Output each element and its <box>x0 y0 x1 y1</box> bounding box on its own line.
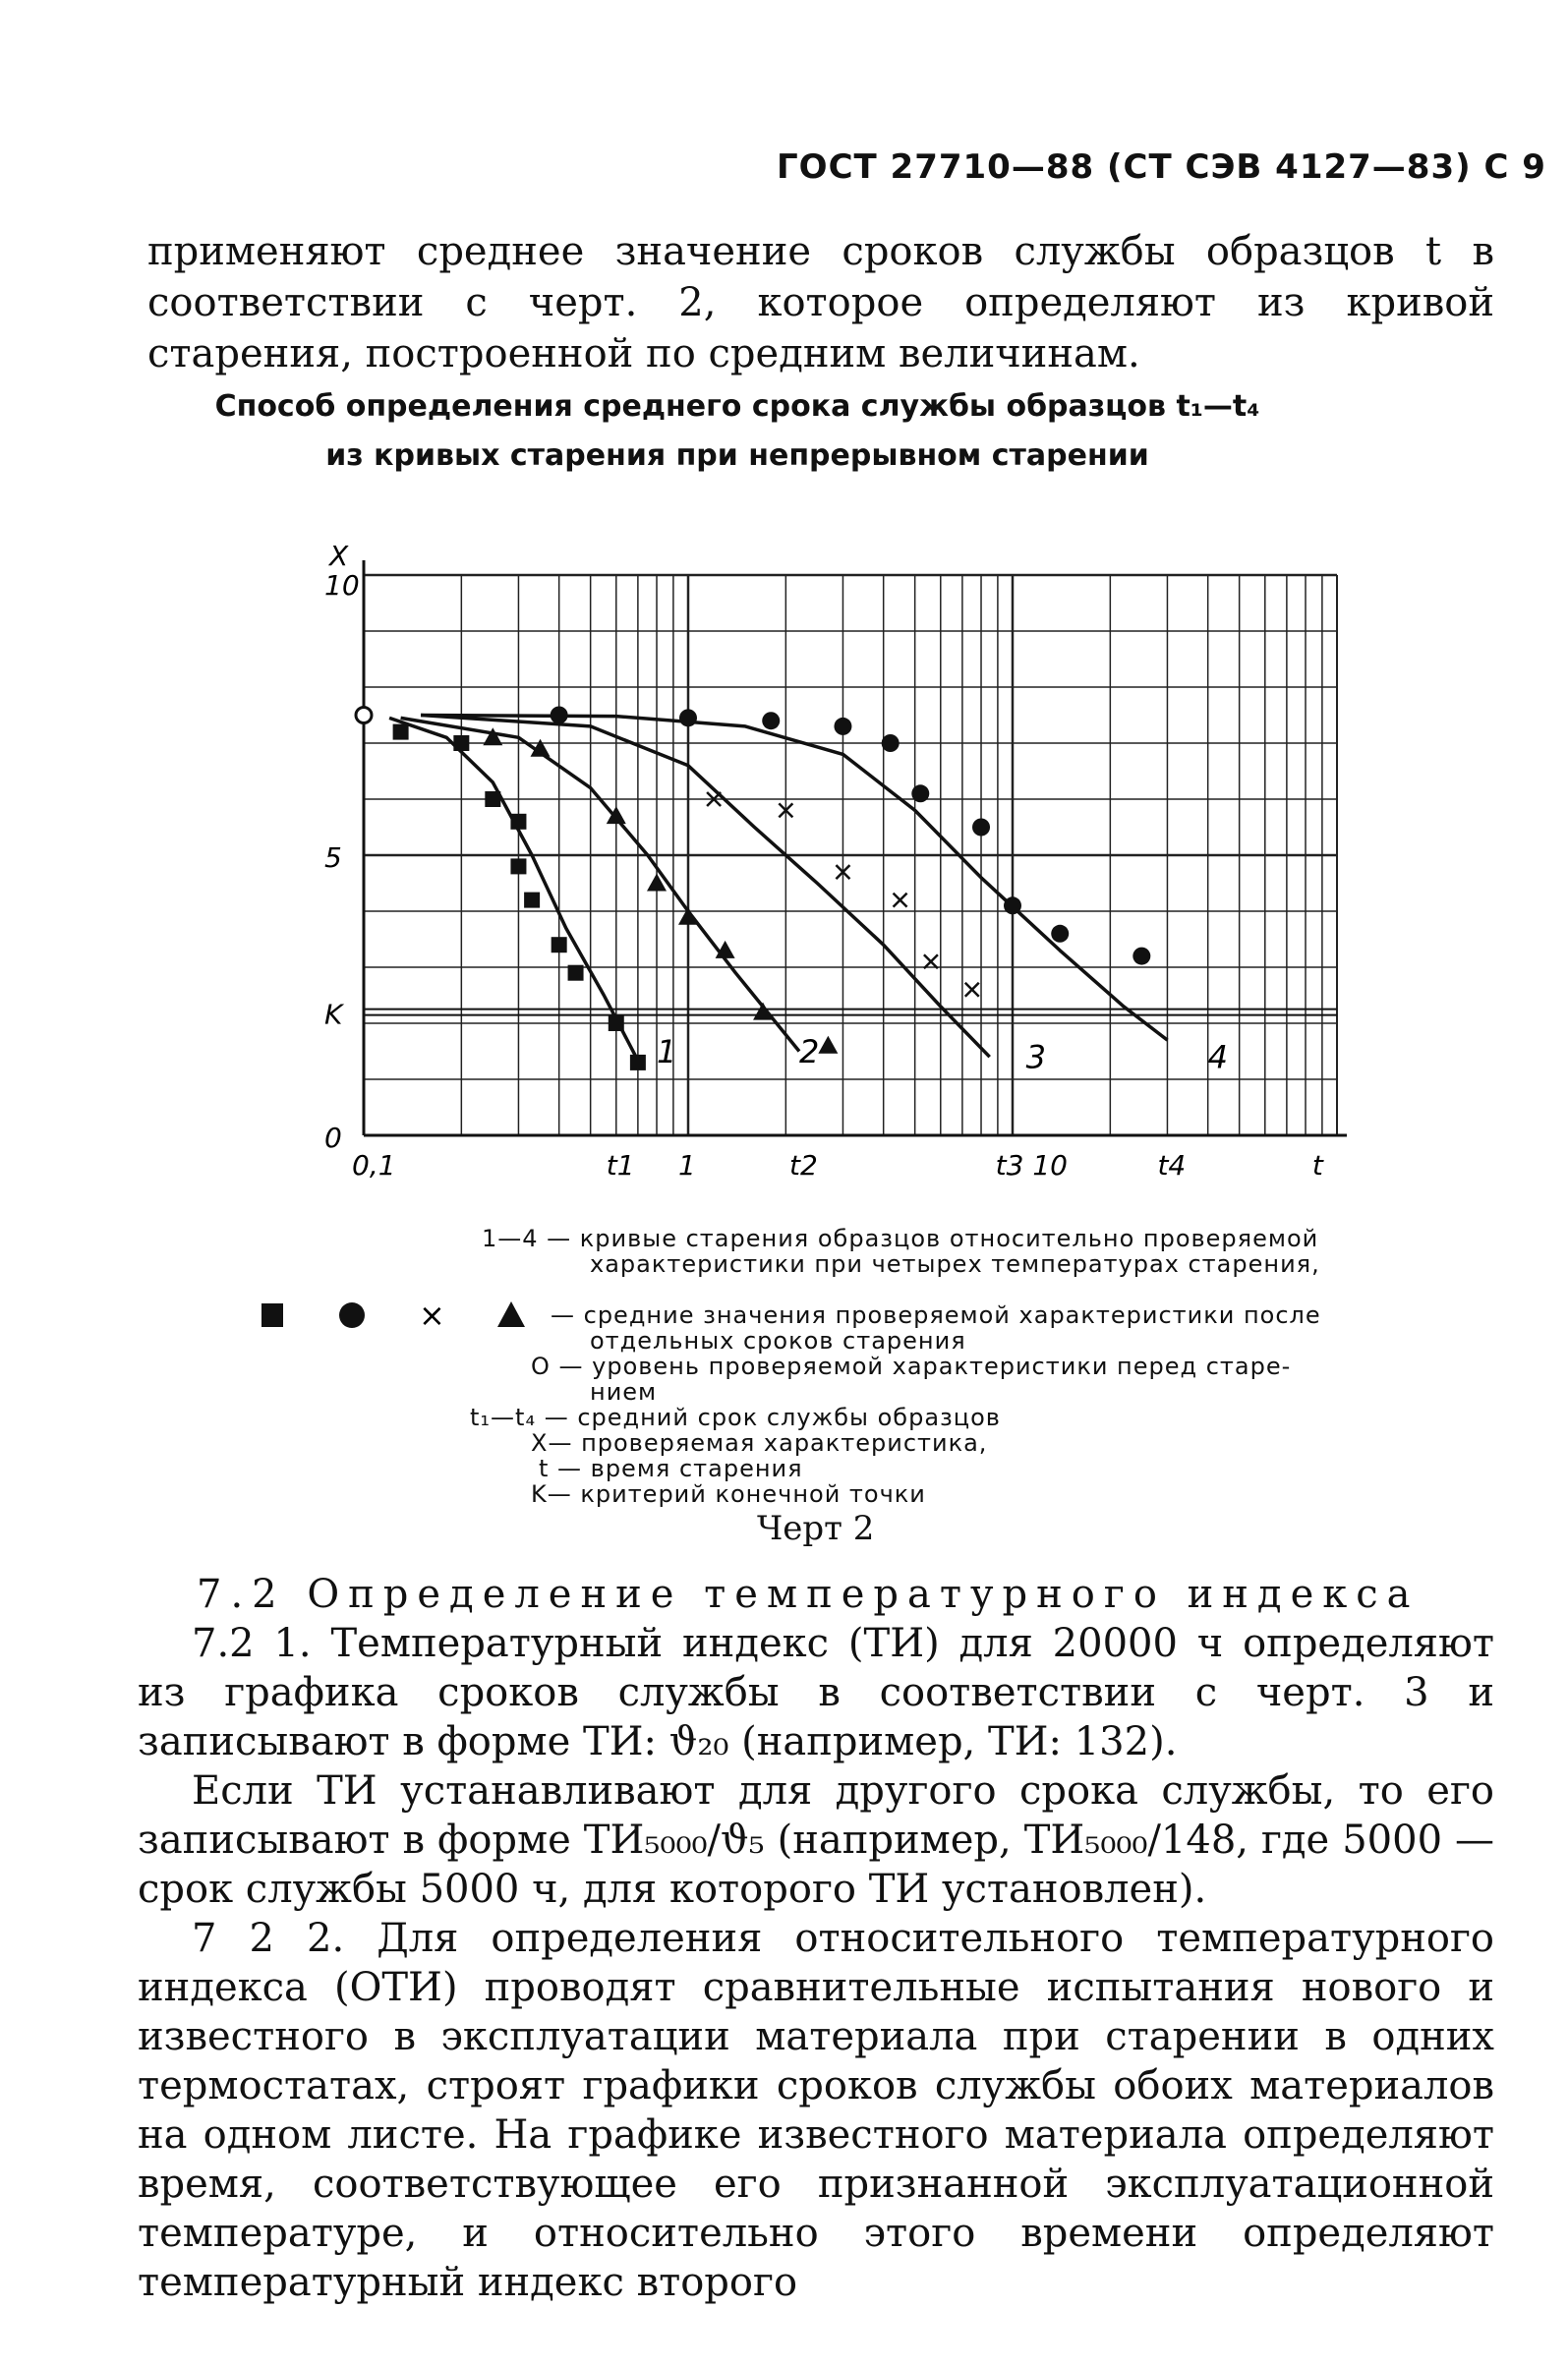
legend-line-9: t — время старения <box>539 1455 803 1482</box>
data-point-circle <box>1004 896 1021 914</box>
data-point-square <box>510 858 526 874</box>
data-point-square <box>552 937 567 953</box>
data-point-square <box>393 724 409 740</box>
x-tick-label: 0,1 <box>352 1149 396 1182</box>
legend-circle-marker <box>339 1302 365 1328</box>
legend-line-6: нием <box>590 1378 658 1406</box>
chart-labels <box>324 540 1324 1182</box>
legend-square-marker <box>261 1303 283 1327</box>
data-point-circle <box>1051 925 1069 943</box>
data-point-square <box>630 1055 646 1070</box>
data-point-triangle <box>678 907 698 925</box>
data-point-circle <box>762 712 780 729</box>
data-point-circle <box>679 709 697 726</box>
legend-line-5: О — уровень проверяемой характеристики перед старе- <box>531 1353 1292 1380</box>
data-point-square <box>453 735 469 751</box>
figure-label: Черт 2 <box>757 1509 875 1548</box>
legend-line-7: t₁—t₄ — средний срок службы образцов <box>470 1404 1001 1431</box>
data-point-circle <box>1132 948 1150 965</box>
y-axis-label: X <box>329 540 349 572</box>
legend-line-4: отдельных сроков старения <box>590 1327 966 1355</box>
paragraph-7-2-1: 7.2 1. Температурный индекс (ТИ) для 20000 ч определяют из графика сроков службы в соответствии с черт. 3 и записывают в форме ТИ: ϑ₂₀ (например, ТИ: 132). <box>138 1621 1494 1764</box>
data-point-square <box>568 965 584 981</box>
y-tick-label: 10 <box>324 569 360 602</box>
legend-line-8: X— проверяемая характеристика, <box>531 1429 988 1457</box>
initial-level-marker <box>356 708 372 723</box>
x-tick-label: t2 <box>788 1149 818 1182</box>
curve-number-label: 2 <box>798 1032 820 1070</box>
data-point-square <box>524 893 540 908</box>
data-point-square <box>485 791 500 807</box>
legend-line-10: K— критерий конечной точки <box>531 1480 926 1508</box>
data-point-square <box>609 1015 624 1031</box>
curve-number-label: 1 <box>657 1032 677 1070</box>
data-point-circle <box>911 784 929 802</box>
x-tick-label: t4 <box>1157 1149 1187 1182</box>
page-header: ГОСТ 27710—88 (СТ СЭВ 4127—83) С 9 <box>777 147 1546 187</box>
chart-grid <box>364 575 1337 1135</box>
y-tick-label: 0 <box>324 1122 342 1154</box>
x-tick-label: t1 <box>606 1149 635 1182</box>
x-tick-label: t <box>1311 1149 1323 1182</box>
data-point-circle <box>972 819 990 837</box>
chart-axes <box>356 560 1347 1135</box>
legend-triangle-marker <box>497 1301 525 1327</box>
aging-chart <box>315 531 1376 1199</box>
legend-cross-marker: × <box>419 1297 445 1334</box>
paragraph-7-2-2: 7 2 2. Для определения относительного температурного индекса (ОТИ) проводят сравнительные испытания нового и известного в эксплуатации материала при старении в одних термостатах, строят графики сроков службы обоих материалов на одном листе. На графике известного материала определяют время, соответствующее его признанной эксплуатационной температуре, и относительно этого времени определяют температурный индекс второго <box>138 1916 1494 2305</box>
data-point-circle <box>882 734 900 752</box>
legend-line-3: — средние значения проверяемой характеристики после <box>551 1301 1321 1329</box>
paragraph-ti-other: Если ТИ устанавливают для другого срока службы, то его записывают в форме ТИ₅₀₀₀/ϑ₅ (например, ТИ₅₀₀₀/148, где 5000 — срок службы 5000 ч, для которого ТИ установлен). <box>138 1768 1494 1912</box>
data-point-triangle <box>818 1036 838 1054</box>
x-tick-label: 1 <box>678 1149 696 1182</box>
curve-2 <box>401 718 799 1051</box>
section-title: 7.2 Определение температурного индекса <box>197 1572 1420 1617</box>
x-tick-label: t3 10 <box>995 1149 1068 1182</box>
data-point-triangle <box>483 727 502 745</box>
curve-number-label: 3 <box>1025 1038 1047 1076</box>
curve-number-label: 4 <box>1207 1038 1229 1076</box>
legend-line-2: характеристики при четырех температурах старения, <box>590 1250 1320 1278</box>
data-point-square <box>510 814 526 830</box>
curve-4 <box>421 716 1167 1041</box>
legend-markers <box>254 1296 539 1335</box>
y-tick-label: K <box>324 998 343 1031</box>
y-tick-label: 5 <box>324 841 342 874</box>
data-point-circle <box>834 718 851 735</box>
figure-title-line2: из кривых старения при непрерывном старении <box>325 438 1149 473</box>
figure-title-line1: Способ определения среднего срока службы образцов t₁—t₄ <box>214 389 1260 424</box>
intro-paragraph: применяют среднее значение сроков службы образцов t в соответствии с черт. 2, которое определяют из кривой старения, построенной по средним величинам. <box>147 229 1494 376</box>
legend-line-1: 1—4 — кривые старения образцов относительно проверяемой <box>482 1225 1319 1252</box>
curve-3 <box>421 716 990 1058</box>
data-point-triangle <box>753 1003 773 1020</box>
data-point-circle <box>551 707 568 724</box>
